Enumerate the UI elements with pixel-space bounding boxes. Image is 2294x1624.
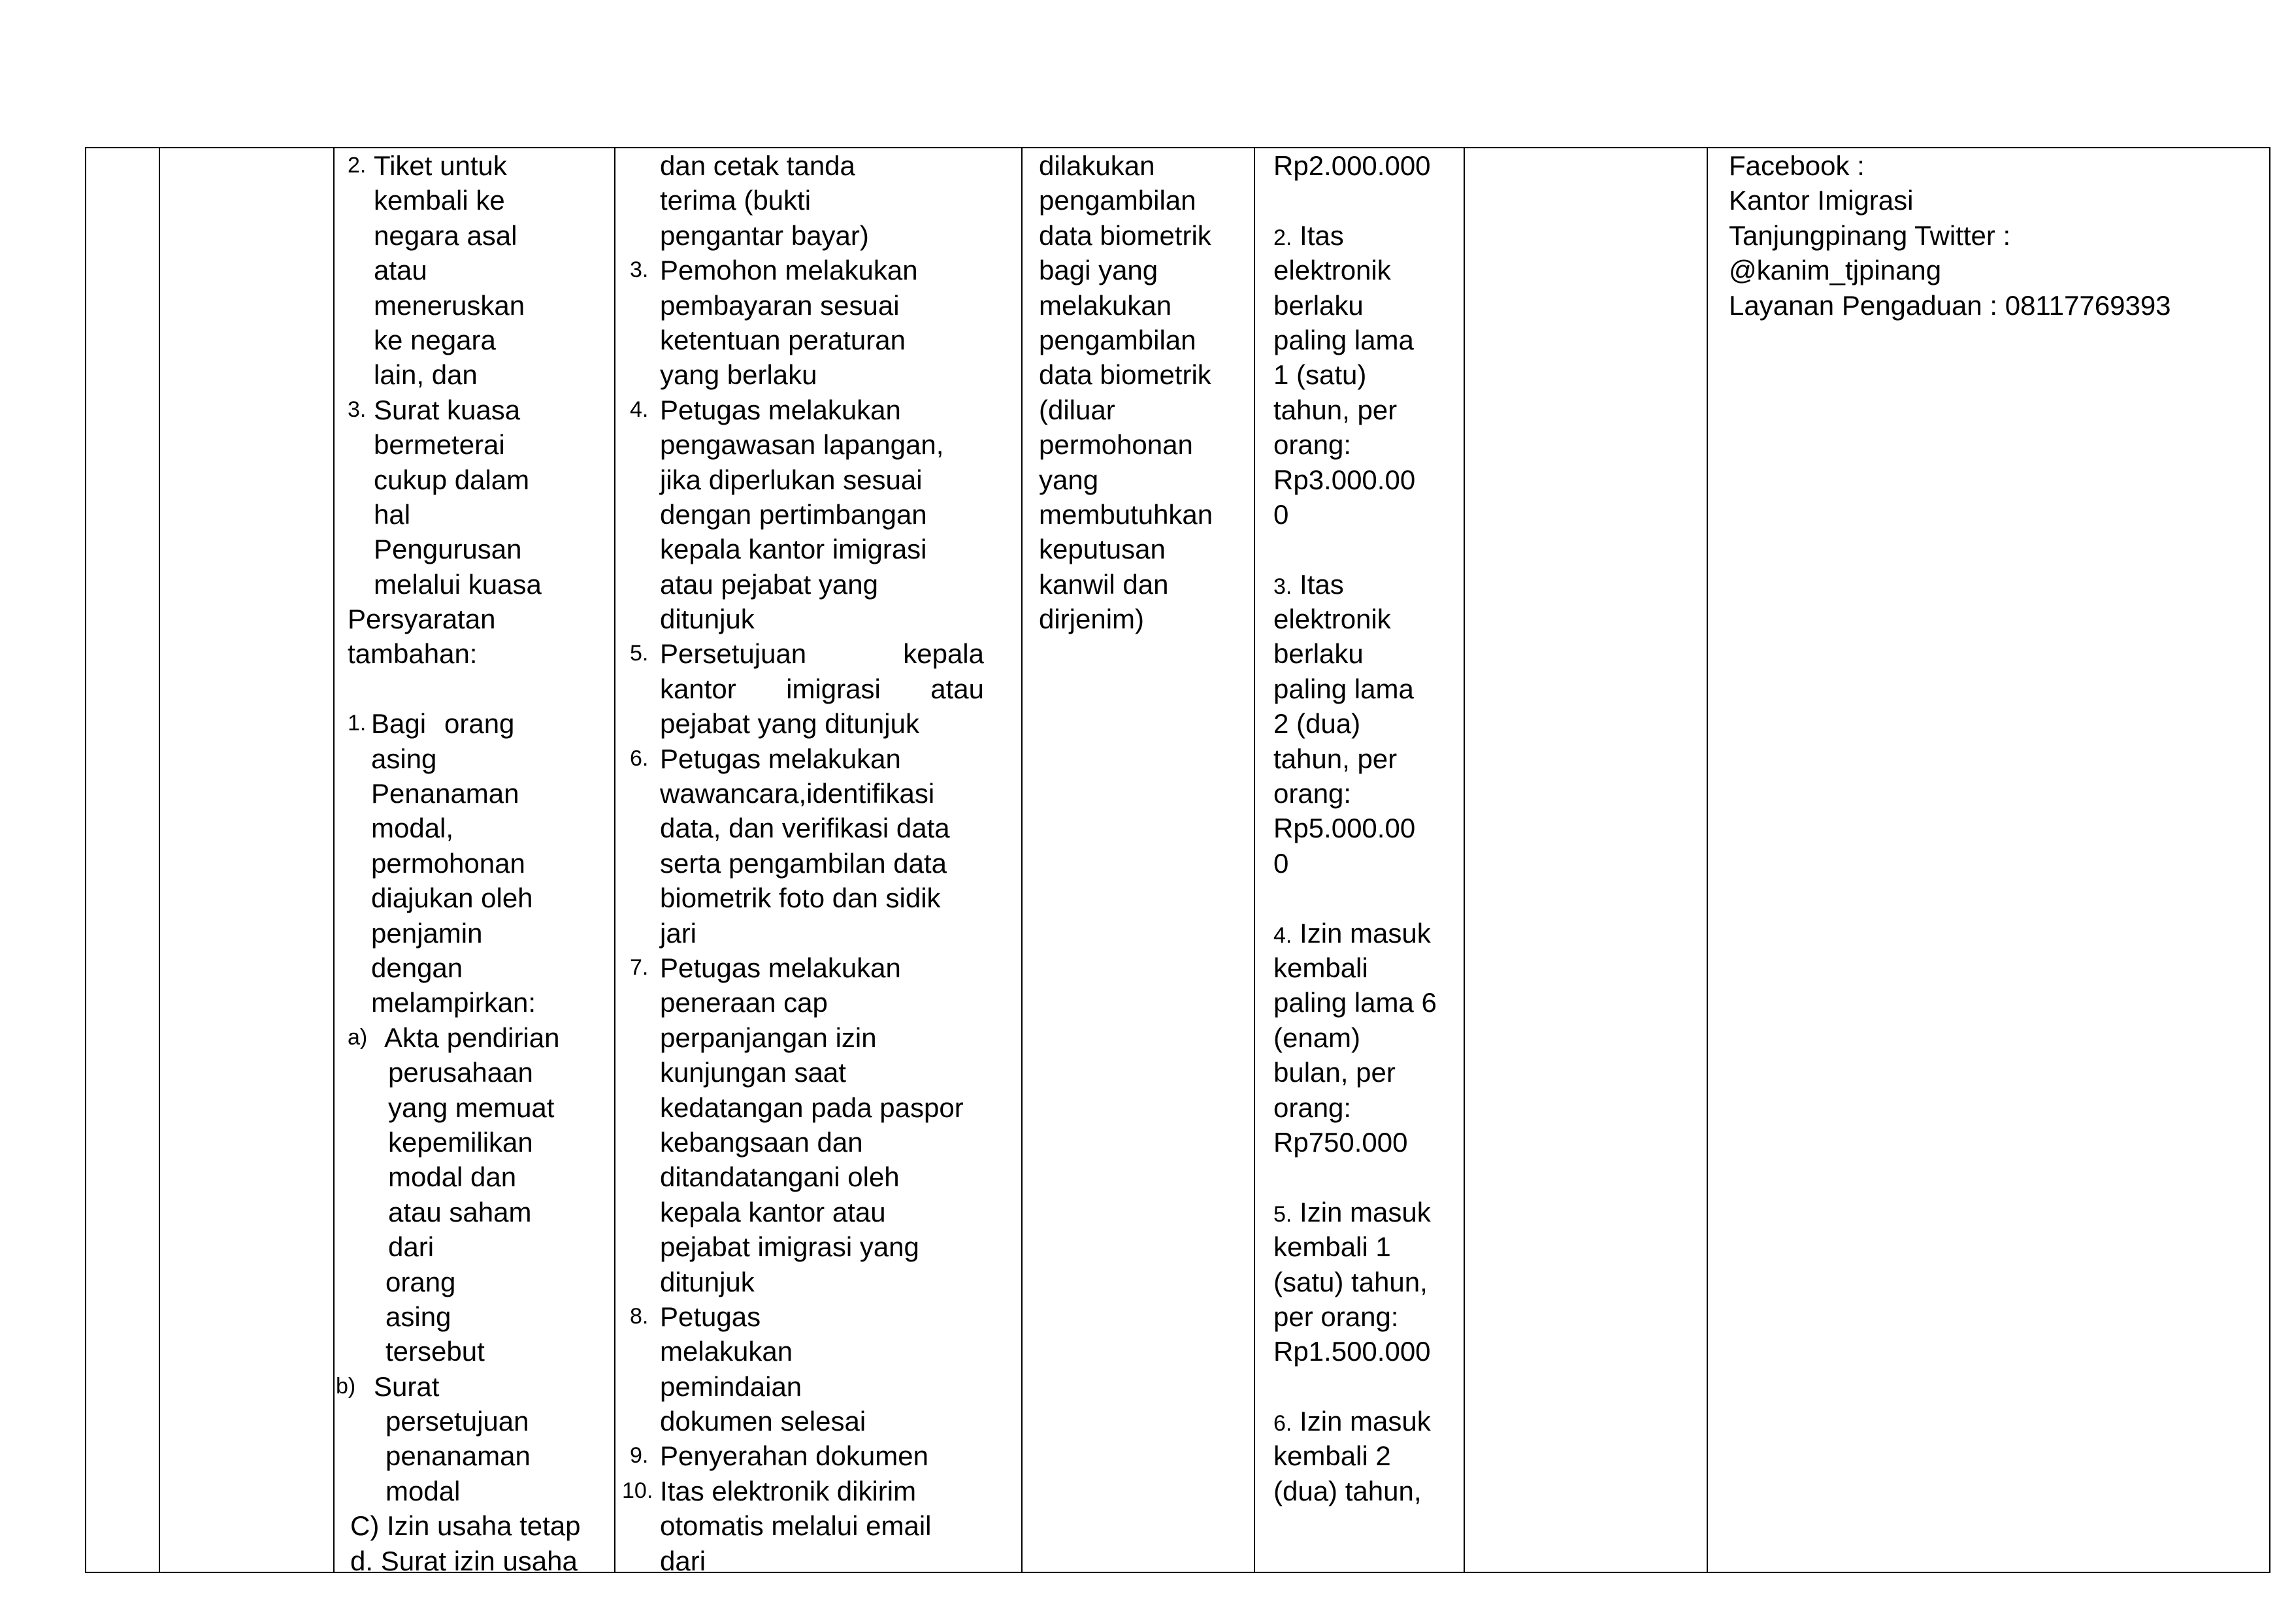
time-line: bagi yang [1039, 255, 1158, 286]
time-line: data biometrik [1039, 359, 1211, 391]
procedure-line: pemindaian [660, 1371, 802, 1402]
fee-line: Izin masuk [1300, 1406, 1431, 1437]
fee-line: elektronik [1273, 604, 1391, 635]
fee-line: (enam) [1273, 1022, 1361, 1053]
requirement-line: orang [385, 1266, 456, 1297]
blank-line [1273, 1160, 1460, 1194]
fee-line: berlaku [1273, 289, 1364, 321]
requirement-line: dengan [371, 952, 463, 983]
procedure-line: Petugas [660, 1301, 761, 1332]
requirement-line: C) Izin usaha tetap [350, 1510, 581, 1542]
time-line: data biometrik [1039, 219, 1211, 251]
fee-line: (satu) tahun, [1273, 1266, 1428, 1297]
procedure-line: Pemohon melakukan [660, 255, 918, 286]
list-number: 9. [630, 1443, 649, 1469]
requirement-line: hal [374, 498, 411, 530]
time-column [1039, 148, 1248, 636]
time-line: dirjenim) [1039, 604, 1145, 635]
list-number: 4. [630, 397, 649, 422]
requirement-line: Penanaman [371, 778, 519, 809]
list-number: 3. [630, 257, 649, 283]
list-letter: a) [348, 1024, 368, 1050]
procedure-line: jika diperlukan sesuai [660, 464, 923, 495]
procedure-line: kantor [660, 673, 736, 704]
procedure-line: yang berlaku [660, 359, 817, 391]
requirement-line: Surat kuasa [374, 394, 521, 425]
requirement-line: Tiket untuk [374, 150, 507, 181]
fee-line: (dua) tahun, [1273, 1475, 1422, 1506]
procedure-line: Petugas melakukan [660, 394, 901, 425]
fee-line: Rp3.000.00 [1273, 464, 1416, 495]
blank-line [348, 672, 609, 706]
procedure-line: kebangsaan dan [660, 1126, 863, 1158]
procedure-line: kepala [903, 638, 984, 670]
time-line: pengambilan [1039, 185, 1196, 216]
requirement-line: tersebut [385, 1336, 485, 1367]
requirement-line: Bagi [371, 708, 427, 739]
list-number: 5. [1273, 1201, 1292, 1227]
fee-line: Izin masuk [1300, 917, 1431, 949]
list-number: 8. [630, 1303, 649, 1329]
procedure-line: melakukan [660, 1336, 793, 1367]
fee-line: paling lama [1273, 673, 1414, 704]
complaint-phone: Layanan Pengaduan : 08117769393 [1729, 289, 2171, 321]
procedure-line: kedatangan pada paspor [660, 1092, 964, 1123]
requirement-line: persetujuan [385, 1406, 529, 1437]
requirement-line: modal, [371, 813, 454, 844]
procedure-line: ditunjuk [660, 1266, 755, 1297]
requirement-line: bermeterai [374, 429, 505, 461]
requirement-line: meneruskan [374, 289, 525, 321]
fee-line: tahun, per [1273, 394, 1398, 425]
procedure-line: atau [930, 673, 984, 704]
requirement-line: Pengurusan [374, 534, 522, 565]
fee-line: Itas [1300, 219, 1344, 251]
requirement-line: atau [374, 255, 427, 286]
procedure-line: dengan pertimbangan [660, 498, 927, 530]
procedure-line: biometrik foto dan sidik [660, 883, 941, 914]
procedure-line: Penyerahan dokumen [660, 1440, 928, 1472]
requirement-line: asing [385, 1301, 451, 1332]
procedure-line: ketentuan peraturan [660, 324, 906, 355]
procedure-line: pejabat imigrasi yang [660, 1231, 919, 1263]
column-divider [1464, 148, 1465, 1572]
requirements-column [336, 148, 609, 1578]
service-table [85, 147, 2270, 1576]
procedure-line: jari [660, 917, 697, 949]
procedure-line: ditunjuk [660, 604, 755, 635]
column-divider [1021, 148, 1023, 1572]
requirement-line: atau saham [388, 1196, 532, 1227]
blank-line [1273, 1369, 1460, 1404]
procedure-line: pengawasan lapangan, [660, 429, 944, 461]
fee-line: Itas [1300, 568, 1344, 600]
procedure-line: Petugas melakukan [660, 743, 901, 774]
requirement-line: modal [385, 1475, 461, 1506]
requirement-line: orang [444, 708, 515, 739]
requirement-line: melampirkan: [371, 987, 536, 1018]
requirement-line: lain, dan [374, 359, 478, 391]
time-line: keputusan [1039, 534, 1166, 565]
twitter-label: Tanjungpinang Twitter : [1729, 219, 2011, 251]
time-line: pengambilan [1039, 324, 1196, 355]
requirement-line: Surat [374, 1371, 440, 1402]
fee-line: kembali [1273, 952, 1368, 983]
blank-line [1273, 532, 1460, 566]
procedure-line: kepala kantor imigrasi [660, 534, 927, 565]
procedure-line: dan cetak tanda [660, 150, 855, 181]
time-line: yang [1039, 464, 1099, 495]
requirement-line: Persyaratan [348, 604, 496, 635]
list-number: 3. [348, 397, 367, 422]
procedure-line: terima (bukti [660, 185, 811, 216]
procedure-line: pejabat yang ditunjuk [660, 708, 919, 739]
time-line: (diluar [1039, 394, 1115, 425]
requirement-line: d. Surat izin usaha [350, 1545, 578, 1576]
procedure-line: kunjungan saat [660, 1057, 846, 1088]
fee-line: elektronik [1273, 255, 1391, 286]
procedure-line: dokumen selesai [660, 1406, 866, 1437]
procedure-line: Itas elektronik dikirim [660, 1475, 917, 1506]
time-line: kanwil dan [1039, 568, 1169, 600]
list-number: 10. [622, 1478, 653, 1503]
fee-line: bulan, per [1273, 1057, 1396, 1088]
fee-line: orang: [1273, 778, 1352, 809]
requirement-line: permohonan [371, 847, 525, 879]
requirement-line: yang memuat [388, 1092, 555, 1123]
list-letter: b) [336, 1373, 356, 1399]
procedure-line: wawancara,identifikasi [660, 778, 935, 809]
fee-line: kembali 1 [1273, 1231, 1391, 1263]
fee-line: Izin masuk [1300, 1196, 1431, 1227]
fee-line: Rp750.000 [1273, 1126, 1408, 1158]
procedure-line: atau pejabat yang [660, 568, 878, 600]
fee-line: orang: [1273, 429, 1352, 461]
requirement-line: diajukan oleh [371, 883, 533, 914]
fee-line: tahun, per [1273, 743, 1398, 774]
fee-line: Rp2.000.000 [1273, 150, 1431, 181]
requirement-line: penjamin [371, 917, 483, 949]
facebook-label: Facebook : [1729, 150, 1865, 181]
column-divider [1707, 148, 1708, 1572]
procedure-column [622, 148, 1015, 1578]
fee-line: 0 [1273, 498, 1289, 530]
procedure-line: dari [660, 1545, 706, 1576]
fee-line: paling lama [1273, 324, 1414, 355]
fee-line: 1 (satu) [1273, 359, 1367, 391]
procedure-line: serta pengambilan data [660, 847, 947, 879]
requirement-line: perusahaan [388, 1057, 533, 1088]
fee-line: berlaku [1273, 638, 1364, 670]
requirement-line: Akta pendirian [384, 1022, 560, 1053]
requirement-line: asing [371, 743, 437, 774]
requirement-line: kepemilikan [388, 1126, 533, 1158]
procedure-line: otomatis melalui email [660, 1510, 932, 1542]
list-number: 4. [1273, 922, 1292, 948]
column-divider [333, 148, 335, 1572]
column-divider [1254, 148, 1255, 1572]
time-line: melakukan [1039, 289, 1172, 321]
procedure-line: Persetujuan [660, 638, 807, 670]
requirement-line: cukup dalam [374, 464, 530, 495]
list-number: 5. [630, 641, 649, 666]
requirement-line: penanaman [385, 1440, 531, 1472]
procedure-line: peneraan cap [660, 987, 828, 1018]
column-divider [159, 148, 160, 1572]
list-number: 2. [1273, 225, 1292, 250]
procedure-line: pengantar bayar) [660, 219, 869, 251]
requirement-line: melalui kuasa [374, 568, 542, 600]
fee-line: Rp5.000.00 [1273, 813, 1416, 844]
time-line: dilakukan [1039, 150, 1155, 181]
procedure-line: Petugas melakukan [660, 952, 901, 983]
blank-line [1273, 183, 1460, 218]
list-number: 6. [1273, 1411, 1292, 1437]
list-number: 1. [348, 711, 367, 736]
column-divider [614, 148, 615, 1572]
requirement-line: dari [388, 1231, 434, 1263]
procedure-line: ditandatangani oleh [660, 1161, 900, 1193]
fee-line: Rp1.500.000 [1273, 1336, 1431, 1367]
procedure-line: perpanjangan izin [660, 1022, 877, 1053]
requirement-line: modal dan [388, 1161, 517, 1193]
fee-line: 2 (dua) [1273, 708, 1361, 739]
requirement-line: kembali ke [374, 185, 505, 216]
fee-line: paling lama 6 [1273, 987, 1437, 1018]
fee-column [1273, 148, 1460, 1508]
contact-line: Kantor Imigrasi [1729, 185, 1914, 216]
procedure-line: data, dan verifikasi data [660, 813, 950, 844]
fee-line: per orang: [1273, 1301, 1399, 1332]
fee-line: 0 [1273, 847, 1289, 879]
list-number: 2. [348, 153, 367, 178]
complaints-column [1729, 148, 2265, 323]
time-line: permohonan [1039, 429, 1193, 461]
fee-line: orang: [1273, 1092, 1352, 1123]
list-number: 6. [630, 745, 649, 771]
requirement-line: tambahan: [348, 638, 478, 670]
time-line: membutuhkan [1039, 498, 1213, 530]
twitter-handle: @kanim_tjpinang [1729, 255, 1942, 286]
requirement-line: negara asal [374, 219, 517, 251]
list-number: 3. [1273, 574, 1292, 599]
blank-line [1273, 881, 1460, 915]
procedure-line: pembayaran sesuai [660, 289, 900, 321]
procedure-line: kepala kantor atau [660, 1196, 886, 1227]
fee-line: kembali 2 [1273, 1440, 1391, 1472]
list-number: 7. [630, 954, 649, 980]
requirement-line: ke negara [374, 324, 496, 355]
procedure-line: imigrasi [786, 673, 881, 704]
